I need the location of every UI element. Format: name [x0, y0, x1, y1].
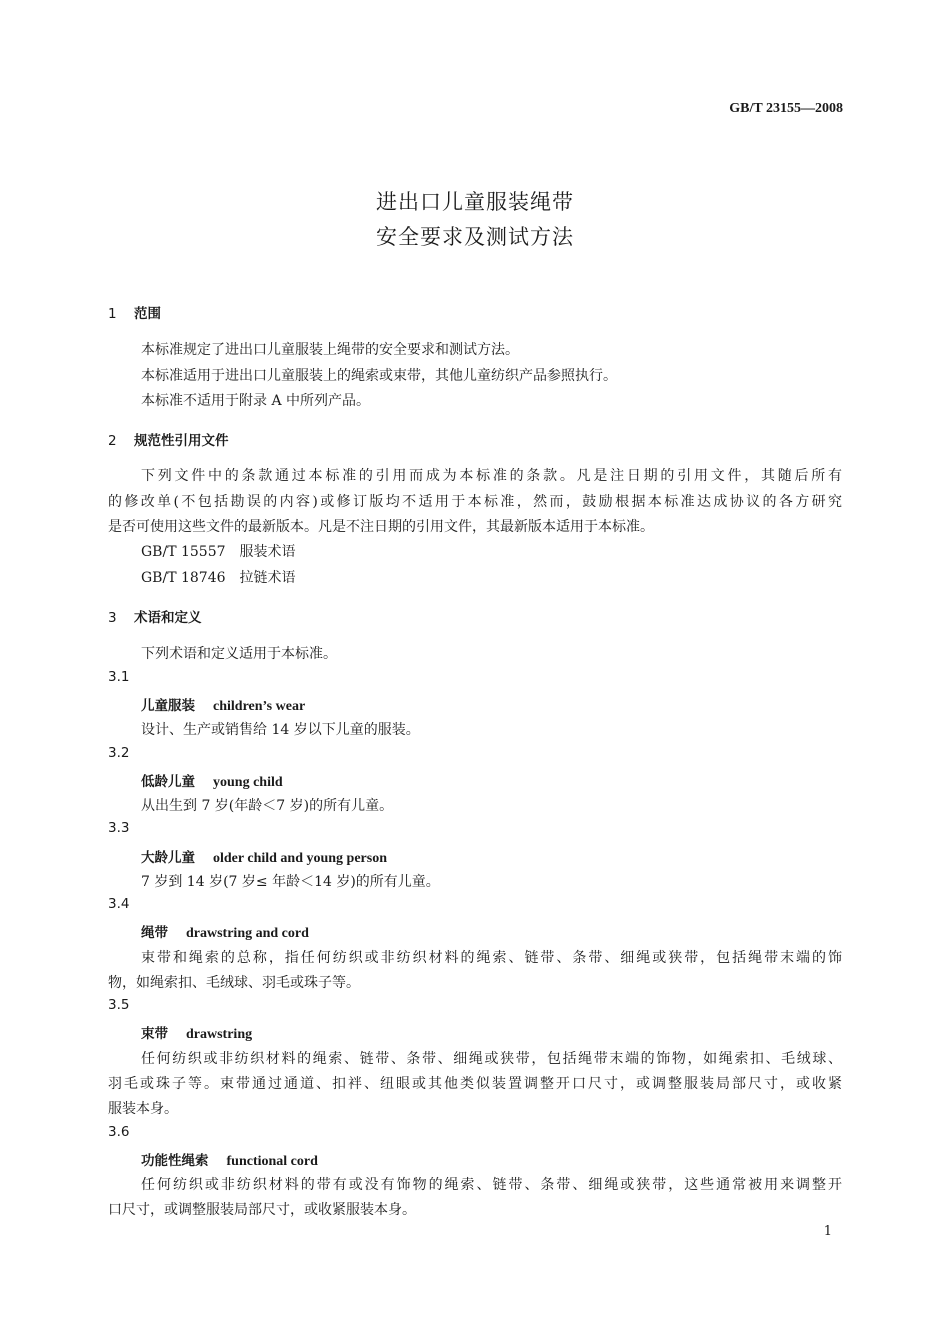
term-zh: 绳带	[141, 925, 168, 941]
term-en: young child	[213, 775, 283, 790]
reference-item: GB/T 15557 服装术语	[141, 544, 296, 560]
term-definition-line: 服装本身。	[108, 1101, 178, 1117]
clause-number: 3.2	[108, 745, 130, 761]
paragraph: 本标准规定了进出口儿童服装上绳带的安全要求和测试方法。	[141, 342, 519, 358]
term-definition-line: 束带和绳索的总称，指任何纺织或非纺织材料的绳索、链带、条带、细绳或狭带，包括绳带末端的饰	[141, 950, 842, 966]
page-number: 1	[823, 1224, 832, 1239]
section-number: 2	[108, 433, 117, 449]
term-heading	[141, 1149, 318, 1170]
clause-number: 3.3	[108, 820, 130, 836]
term-definition-line: 物，如绳索扣、毛绒球、羽毛或珠子等。	[108, 975, 360, 991]
term-en: drawstring	[186, 1027, 253, 1042]
section-1-heading	[108, 302, 161, 322]
term-definition: 7 岁到 14 岁(7 岁≤ 年龄＜14 岁)的所有儿童。	[141, 874, 440, 890]
term-definition: 从出生到 7 岁(年龄＜7 岁)的所有儿童。	[141, 798, 394, 814]
term-en: children’s wear	[213, 699, 306, 714]
clause-number: 3.6	[108, 1124, 130, 1140]
term-en: functional cord	[226, 1154, 318, 1169]
section-title: 范围	[134, 306, 161, 322]
term-zh: 功能性绳索	[141, 1153, 209, 1169]
clause-number: 3.4	[108, 896, 130, 912]
reference-item: GB/T 18746 拉链术语	[141, 570, 296, 586]
term-definition: 设计、生产或销售给 14 岁以下儿童的服装。	[141, 722, 420, 738]
paragraph-line: 下列文件中的条款通过本标准的引用而成为本标准的条款。凡是注日期的引用文件，其随后所有	[141, 468, 842, 484]
clause-number: 3.5	[108, 997, 130, 1013]
term-definition-line: 任何纺织或非纺织材料的绳索、链带、条带、细绳或狭带，包括绳带末端的饰物，如绳索扣、毛绒球、	[141, 1051, 842, 1067]
term-en: older child and young person	[213, 851, 388, 866]
term-heading	[141, 846, 387, 867]
section-number: 1	[108, 306, 117, 322]
paragraph-line: 是否可使用这些文件的最新版本。凡是不注日期的引用文件，其最新版本适用于本标准。	[108, 519, 654, 535]
standard-number: GB/T 23155—2008	[729, 101, 843, 116]
term-heading	[141, 694, 305, 715]
term-zh: 大龄儿童	[141, 850, 195, 866]
section-number: 3	[108, 610, 117, 626]
paragraph: 本标准适用于进出口儿童服装上的绳索或束带，其他儿童纺织产品参照执行。	[141, 368, 617, 384]
term-heading	[141, 1022, 252, 1043]
term-heading	[141, 770, 283, 791]
section-title: 术语和定义	[134, 610, 202, 626]
term-en: drawstring and cord	[186, 926, 309, 941]
term-definition-line: 任何纺织或非纺织材料的带有或没有饰物的绳索、链带、条带、细绳或狭带，这些通常被用来调整开	[141, 1177, 842, 1193]
term-definition-line: 口尺寸，或调整服装局部尺寸，或收紧服装本身。	[108, 1202, 416, 1218]
paragraph-line: 的修改单(不包括勘误的内容)或修订版均不适用于本标准，然而，鼓励根据本标准达成协议的各方研究	[108, 494, 842, 510]
paragraph: 本标准不适用于附录 A 中所列产品。	[141, 393, 371, 409]
section-title: 规范性引用文件	[134, 433, 229, 449]
paragraph: 下列术语和定义适用于本标准。	[141, 646, 337, 662]
clause-number: 3.1	[108, 669, 130, 685]
term-definition-line: 羽毛或珠子等。束带通过通道、扣袢、纽眼或其他类似装置调整开口尺寸，或调整服装局部尺寸，或收紧	[108, 1076, 842, 1092]
term-heading	[141, 921, 309, 942]
section-3-heading	[108, 606, 202, 626]
document-title-line2: 安全要求及测试方法	[376, 225, 574, 249]
term-zh: 儿童服装	[141, 698, 195, 714]
document-title-line1: 进出口儿童服装绳带	[376, 190, 574, 214]
term-zh: 束带	[141, 1026, 168, 1042]
term-zh: 低龄儿童	[141, 774, 195, 790]
section-2-heading	[108, 429, 229, 449]
